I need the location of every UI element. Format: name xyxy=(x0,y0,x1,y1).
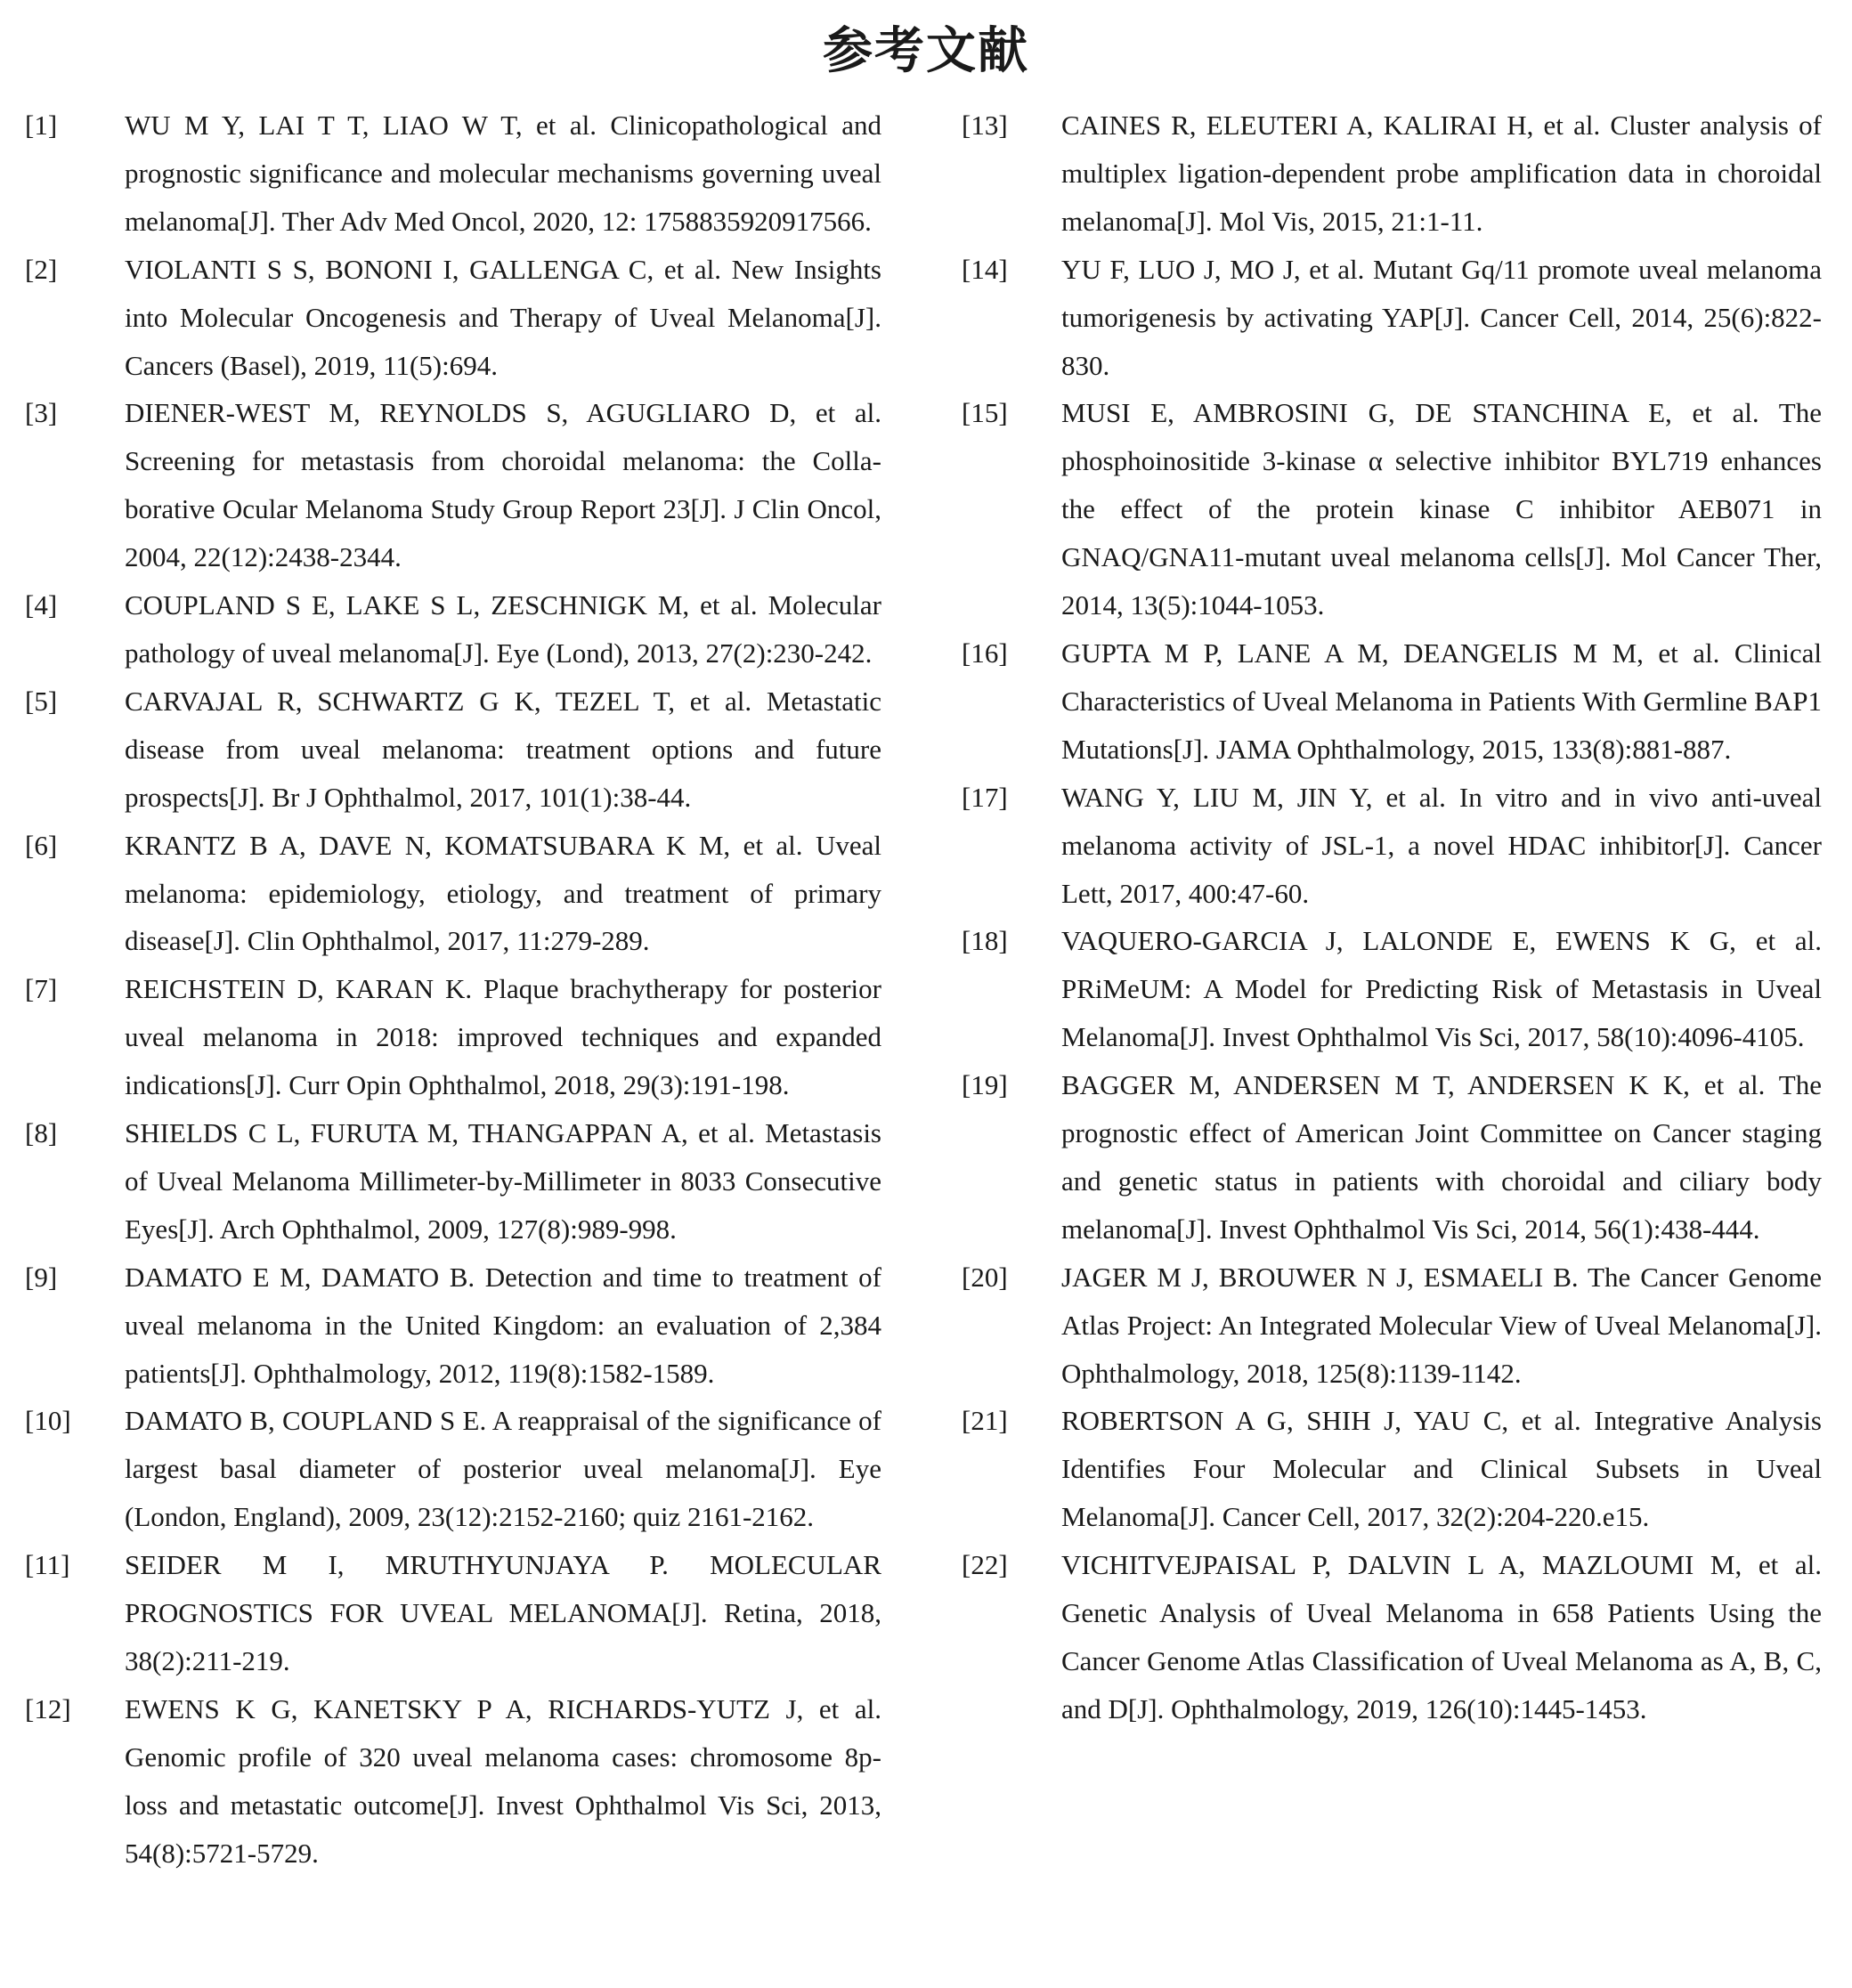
reference-number: [2] xyxy=(25,253,58,285)
reference-number: [17] xyxy=(962,781,1008,813)
reference-text: DAMATO B, COUPLAND S E. A reappraisal of the significance of largest basal diameter of posterior uveal melanoma[J]. Eye (London, England), 2009, 23(12):2152-2160; quiz 2161-2162. xyxy=(125,1405,881,1533)
reference-entry-15 xyxy=(962,389,1822,629)
reference-entry-13 xyxy=(962,101,1822,246)
reference-entry-21 xyxy=(962,1397,1822,1541)
reference-number: [3] xyxy=(25,397,58,429)
reference-entry-8 xyxy=(25,1109,881,1254)
reference-text: JAGER M J, BROUWER N J, ESMAELI B. The Cancer Genome Atlas Project: An Integrated Molecular View of Uveal Melanoma[J]. Ophthalmology, 2018, 125(8):1139-1142. xyxy=(1061,1261,1822,1389)
reference-number: [19] xyxy=(962,1069,1008,1101)
reference-text: EWENS K G, KANETSKY P A, RICHARDS-YUTZ J, et al. Genomic profile of 320 uveal melanoma cases: chromosome 8p-loss and metastatic outcome[J]. Invest Ophthalmol Vis Sci, 2013, 54(8):5721-5729. xyxy=(125,1692,881,1869)
reference-text: WANG Y, LIU M, JIN Y, et al. In vitro and in vivo anti-uveal melanoma activity of JSL-1, a novel HDAC inhibitor[J]. Cancer Lett, 2017, 400:47-60. xyxy=(1061,781,1822,909)
reference-entry-3 xyxy=(25,389,881,581)
reference-number: [8] xyxy=(25,1117,58,1149)
reference-text: YU F, LUO J, MO J, et al. Mutant Gq/11 promote uveal melanoma tumorigenesis by activating YAP[J]. Cancer Cell, 2014, 25(6):822-830. xyxy=(1061,253,1822,381)
reference-number: [21] xyxy=(962,1405,1008,1437)
reference-text: COUPLAND S E, LAKE S L, ZESCHNIGK M, et al. Molecular pathology of uveal melanoma[J]. Eye (Lond), 2013, 27(2):230-242. xyxy=(125,589,881,669)
reference-entry-5 xyxy=(25,678,881,822)
reference-entry-17 xyxy=(962,774,1822,918)
reference-entry-1 xyxy=(25,101,881,246)
reference-number: [11] xyxy=(25,1549,70,1581)
reference-text: ROBERTSON A G, SHIH J, YAU C, et al. Integrative Analysis Identifies Four Molecular and Clinical Subsets in Uveal Melanoma[J]. Cancer Cell, 2017, 32(2):204-220.e15. xyxy=(1061,1405,1822,1533)
reference-text: DAMATO E M, DAMATO B. Detection and time to treatment of uveal melanoma in the United Kingdom: an evaluation of 2,384 patients[J]. Ophthalmology, 2012, 119(8):1582-1589. xyxy=(125,1261,881,1389)
reference-entry-10 xyxy=(25,1397,881,1541)
reference-entry-2 xyxy=(25,246,881,390)
reference-number: [20] xyxy=(962,1261,1008,1293)
reference-entry-7 xyxy=(25,965,881,1109)
reference-entry-22 xyxy=(962,1541,1822,1733)
reference-text: SEIDER M I, MRUTHYUNJAYA P. MOLECULAR PROGNOSTICS FOR UVEAL MELANOMA[J]. Retina, 2018, 38(2):211-219. xyxy=(125,1549,881,1676)
reference-column-right xyxy=(962,101,1822,1733)
reference-entry-9 xyxy=(25,1254,881,1398)
reference-text: GUPTA M P, LANE A M, DEANGELIS M M, et al. Clinical Characteristics of Uveal Melanoma in Patients With Germline BAP1 Mutations[J]. JAMA Ophthalmology, 2015, 133(8):881-887. xyxy=(1061,637,1822,765)
reference-text: VAQUERO-GARCIA J, LALONDE E, EWENS K G, et al. PRiMeUM: A Model for Predicting Risk of Metastasis in Uveal Melanoma[J]. Invest Ophthalmol Vis Sci, 2017, 58(10):4096-4105. xyxy=(1061,925,1822,1053)
reference-number: [6] xyxy=(25,829,58,861)
reference-number: [12] xyxy=(25,1692,71,1724)
reference-entry-19 xyxy=(962,1061,1822,1254)
reference-text: BAGGER M, ANDERSEN M T, ANDERSEN K K, et al. The prognostic effect of American Joint Committee on Cancer staging and genetic status in patients with choroidal and ciliary body melanoma[J]. Invest Ophthalmol Vis Sci, 2014, 56(1):438-444. xyxy=(1061,1069,1822,1245)
reference-number: [4] xyxy=(25,589,58,621)
reference-entry-12 xyxy=(25,1685,881,1878)
reference-number: [9] xyxy=(25,1261,58,1293)
reference-number: [5] xyxy=(25,685,58,717)
reference-number: [14] xyxy=(962,253,1008,285)
reference-number: [7] xyxy=(25,973,58,1005)
page-title: 参考文献 xyxy=(823,22,1029,80)
reference-entry-6 xyxy=(25,822,881,966)
reference-column-left xyxy=(25,101,881,1878)
reference-number: [22] xyxy=(962,1549,1008,1581)
reference-entry-16 xyxy=(962,629,1822,774)
reference-text: SHIELDS C L, FURUTA M, THANGAPPAN A, et al. Metastasis of Uveal Melanoma Millimeter-by-Millimeter in 8033 Consecutive Eyes[J]. Arch Ophthalmol, 2009, 127(8):989-998. xyxy=(125,1117,881,1245)
reference-text: VICHITVEJPAISAL P, DALVIN L A, MAZLOUMI M, et al. Genetic Analysis of Uveal Melanoma in 658 Patients Using the Cancer Genome Atlas Classification of Uveal Melanoma as A, B, C, and D[J]. Ophthalmology, 2019, 126(10):1445-1453. xyxy=(1061,1549,1822,1724)
reference-entry-20 xyxy=(962,1254,1822,1398)
reference-text: MUSI E, AMBROSINI G, DE STANCHINA E, et al. The phosphoinositide 3-kinase α selective inhibitor BYL719 enhances the effect of the protein kinase C inhibitor AEB071 in GNAQ/GNA11-mutant uveal melanoma cells[J]. Mol Cancer Ther, 2014, 13(5):1044-1053. xyxy=(1061,397,1822,621)
reference-text: REICHSTEIN D, KARAN K. Plaque brachytherapy for posterior uveal melanoma in 2018: improved techniques and expanded indications[J]. Curr Opin Ophthalmol, 2018, 29(3):191-198. xyxy=(125,973,881,1101)
reference-number: [15] xyxy=(962,397,1008,429)
reference-number: [18] xyxy=(962,925,1008,957)
reference-text: VIOLANTI S S, BONONI I, GALLENGA C, et al. New Insights into Molecular Oncogenesis and Therapy of Uveal Melanoma[J]. Cancers (Basel), 2019, 11(5):694. xyxy=(125,253,881,381)
reference-number: [10] xyxy=(25,1405,71,1437)
reference-text: DIENER-WEST M, REYNOLDS S, AGUGLIARO D, et al. Screening for metastasis from choroidal melanoma: the Collaborative Ocular Melanoma Study Group Report 23[J]. J Clin Oncol, 2004, 22(12):2438-2344. xyxy=(125,397,881,573)
reference-entry-11 xyxy=(25,1541,881,1685)
reference-number: [16] xyxy=(962,637,1008,669)
reference-text: KRANTZ B A, DAVE N, KOMATSUBARA K M, et al. Uveal melanoma: epidemiology, etiology, and treatment of primary disease[J]. Clin Ophthalmol, 2017, 11:279-289. xyxy=(125,829,881,957)
reference-number: [1] xyxy=(25,110,58,141)
reference-entry-18 xyxy=(962,917,1822,1061)
reference-entry-14 xyxy=(962,246,1822,390)
reference-entry-4 xyxy=(25,581,881,678)
reference-number: [13] xyxy=(962,110,1008,141)
reference-text: CARVAJAL R, SCHWARTZ G K, TEZEL T, et al. Metastatic disease from uveal melanoma: treatment options and future prospects[J]. Br J Ophthalmol, 2017, 101(1):38-44. xyxy=(125,685,881,813)
reference-text: CAINES R, ELEUTERI A, KALIRAI H, et al. Cluster analysis of multiplex ligation-dependent probe amplification data in choroidal melanoma[J]. Mol Vis, 2015, 21:1-11. xyxy=(1061,110,1822,237)
reference-text: WU M Y, LAI T T, LIAO W T, et al. Clinicopathological and prognostic significance and molecular mechanisms governing uveal melanoma[J]. Ther Adv Med Oncol, 2020, 12: 1758835920917566. xyxy=(125,110,881,237)
